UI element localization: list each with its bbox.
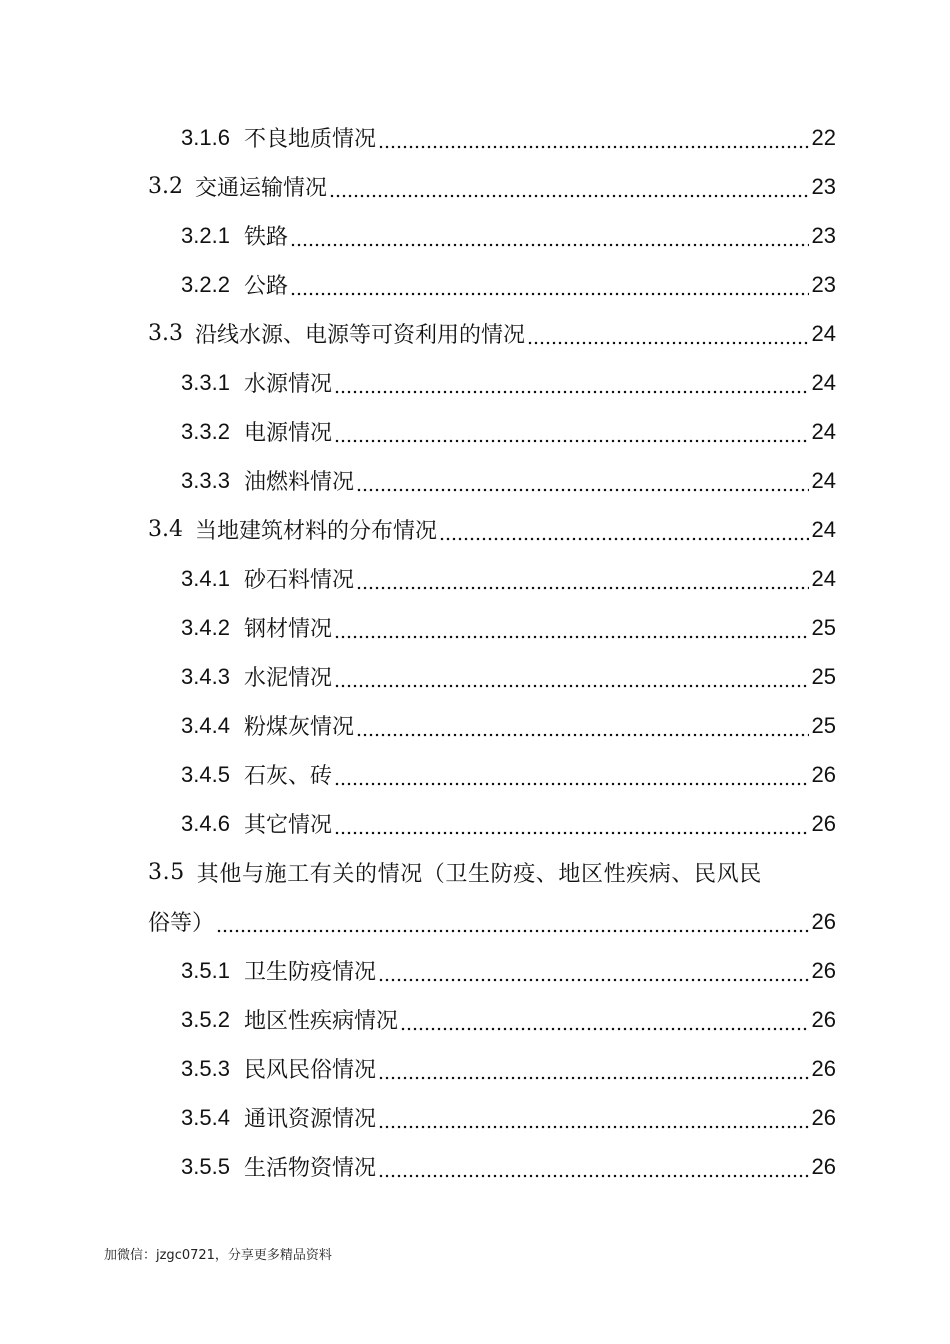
toc-entry[interactable]: [181, 701, 836, 750]
toc-page-number: 26: [811, 1153, 836, 1179]
dot-leader: [378, 1058, 809, 1080]
dot-leader: [334, 421, 809, 443]
toc-entry[interactable]: [181, 652, 836, 701]
dot-leader: [378, 1107, 809, 1129]
toc-number: 3.2.2: [181, 271, 230, 297]
dot-leader: [290, 274, 809, 296]
toc-title: 其它情况: [243, 813, 332, 838]
toc-title: 不良地质情况: [243, 127, 376, 152]
toc-page-number: 26: [811, 810, 836, 836]
toc-page-number: 23: [811, 271, 836, 297]
toc-page-number: 24: [811, 369, 836, 395]
dot-leader: [334, 813, 809, 835]
toc-number: 3.2.1: [181, 222, 230, 248]
toc-entry[interactable]: [181, 211, 836, 260]
toc-entry[interactable]: [148, 162, 836, 211]
toc-number: 3.4.5: [181, 761, 230, 787]
toc-title: 粉煤灰情况: [243, 715, 354, 740]
toc-entry-multiline[interactable]: [148, 848, 836, 946]
toc-page-number: 26: [811, 1006, 836, 1032]
toc-number: 3.5.2: [181, 1006, 230, 1032]
toc-title: 公路: [243, 274, 288, 299]
toc-title: 电源情况: [243, 421, 332, 446]
toc-title: 地区性疾病情况: [243, 1009, 398, 1034]
toc-number: 3.4.2: [181, 614, 230, 640]
toc-page-number: 24: [811, 320, 836, 346]
footer-note: 加微信：jzgc0721，分享更多精品资料: [104, 1248, 332, 1263]
dot-leader: [378, 127, 809, 149]
toc-page-number: 24: [811, 418, 836, 444]
toc-title: 通讯资源情况: [243, 1107, 376, 1132]
toc-entry[interactable]: [148, 505, 836, 554]
toc-page-number: 23: [811, 173, 836, 199]
toc-title: 生活物资情况: [243, 1156, 376, 1181]
toc-entry[interactable]: [181, 407, 836, 456]
toc-number: 3.3.1: [181, 369, 230, 395]
toc-page-number: 23: [811, 222, 836, 248]
dot-leader: [439, 519, 809, 541]
toc-title: 砂石料情况: [243, 568, 354, 593]
toc-entry[interactable]: [181, 603, 836, 652]
dot-leader: [527, 323, 809, 345]
toc-number: 3.3.2: [181, 418, 230, 444]
toc-page-number: 24: [811, 516, 836, 542]
dot-leader: [334, 372, 809, 394]
toc-page-number: 24: [811, 565, 836, 591]
toc-number: 3.4.4: [181, 712, 230, 738]
toc-title: 钢材情况: [243, 617, 332, 642]
toc-number: 3.4.6: [181, 810, 230, 836]
toc-title: 卫生防疫情况: [243, 960, 376, 985]
dot-leader: [334, 666, 809, 688]
toc-number: 3.5.4: [181, 1104, 230, 1130]
dot-leader: [356, 568, 809, 590]
dot-leader: [356, 715, 809, 737]
toc-entry-line: [148, 897, 836, 946]
toc-title: 当地建筑材料的分布情况: [195, 519, 438, 544]
toc-page-number: 25: [811, 712, 836, 738]
toc-number: 3.3.3: [181, 467, 230, 493]
toc-entry[interactable]: [181, 799, 836, 848]
toc-title: 铁路: [243, 225, 288, 250]
toc-number: 3.4: [148, 517, 183, 542]
toc-title: 沿线水源、电源等可资利用的情况: [195, 323, 526, 348]
toc-entry[interactable]: [181, 358, 836, 407]
toc-number: 3.5.1: [181, 957, 230, 983]
dot-leader: [216, 911, 809, 933]
toc-number: 3.4.3: [181, 663, 230, 689]
toc-page-number: 24: [811, 467, 836, 493]
toc-entry[interactable]: [181, 946, 836, 995]
toc-title: 交通运输情况: [195, 176, 328, 201]
toc-page-number: 26: [811, 1055, 836, 1081]
toc-entry[interactable]: [148, 309, 836, 358]
dot-leader: [329, 176, 809, 198]
toc-entry[interactable]: [181, 113, 836, 162]
toc-entry[interactable]: [181, 554, 836, 603]
toc-entry[interactable]: [181, 260, 836, 309]
toc-entry[interactable]: [181, 1093, 836, 1142]
toc-entry[interactable]: [181, 456, 836, 505]
toc-number: 3.1.6: [181, 124, 230, 150]
toc-entry-line: [148, 848, 836, 897]
dot-leader: [378, 960, 809, 982]
dot-leader: [334, 764, 809, 786]
toc-number: 3.3: [148, 321, 183, 346]
toc-title: 油燃料情况: [243, 470, 354, 495]
toc-entry[interactable]: [181, 1142, 836, 1191]
toc-page-number: 25: [811, 614, 836, 640]
dot-leader: [290, 225, 809, 247]
toc-page-number: 22: [811, 124, 836, 150]
toc-number: 3.2: [148, 174, 183, 199]
toc-entry[interactable]: [181, 995, 836, 1044]
table-of-contents: [0, 113, 950, 1191]
toc-page-number: 26: [811, 908, 836, 934]
dot-leader: [400, 1009, 809, 1031]
toc-page-number: 26: [811, 957, 836, 983]
toc-number: 3.5.3: [181, 1055, 230, 1081]
dot-leader: [334, 617, 809, 639]
toc-entry[interactable]: [181, 750, 836, 799]
toc-page-number: 26: [811, 761, 836, 787]
toc-title: 民风民俗情况: [243, 1058, 376, 1083]
dot-leader: [356, 470, 809, 492]
dot-leader: [378, 1156, 809, 1178]
toc-entry[interactable]: [181, 1044, 836, 1093]
toc-title-continued: 俗等）: [148, 911, 215, 936]
toc-number: 3.5: [148, 860, 185, 885]
toc-page-number: 25: [811, 663, 836, 689]
toc-title: 水泥情况: [243, 666, 332, 691]
toc-number: 3.4.1: [181, 565, 230, 591]
toc-title: 其他与施工有关的情况（卫生防疫、地区性疾病、民风民: [196, 862, 762, 887]
toc-title: 石灰、砖: [243, 764, 332, 789]
toc-number: 3.5.5: [181, 1153, 230, 1179]
toc-page-number: 26: [811, 1104, 836, 1130]
toc-title: 水源情况: [243, 372, 332, 397]
